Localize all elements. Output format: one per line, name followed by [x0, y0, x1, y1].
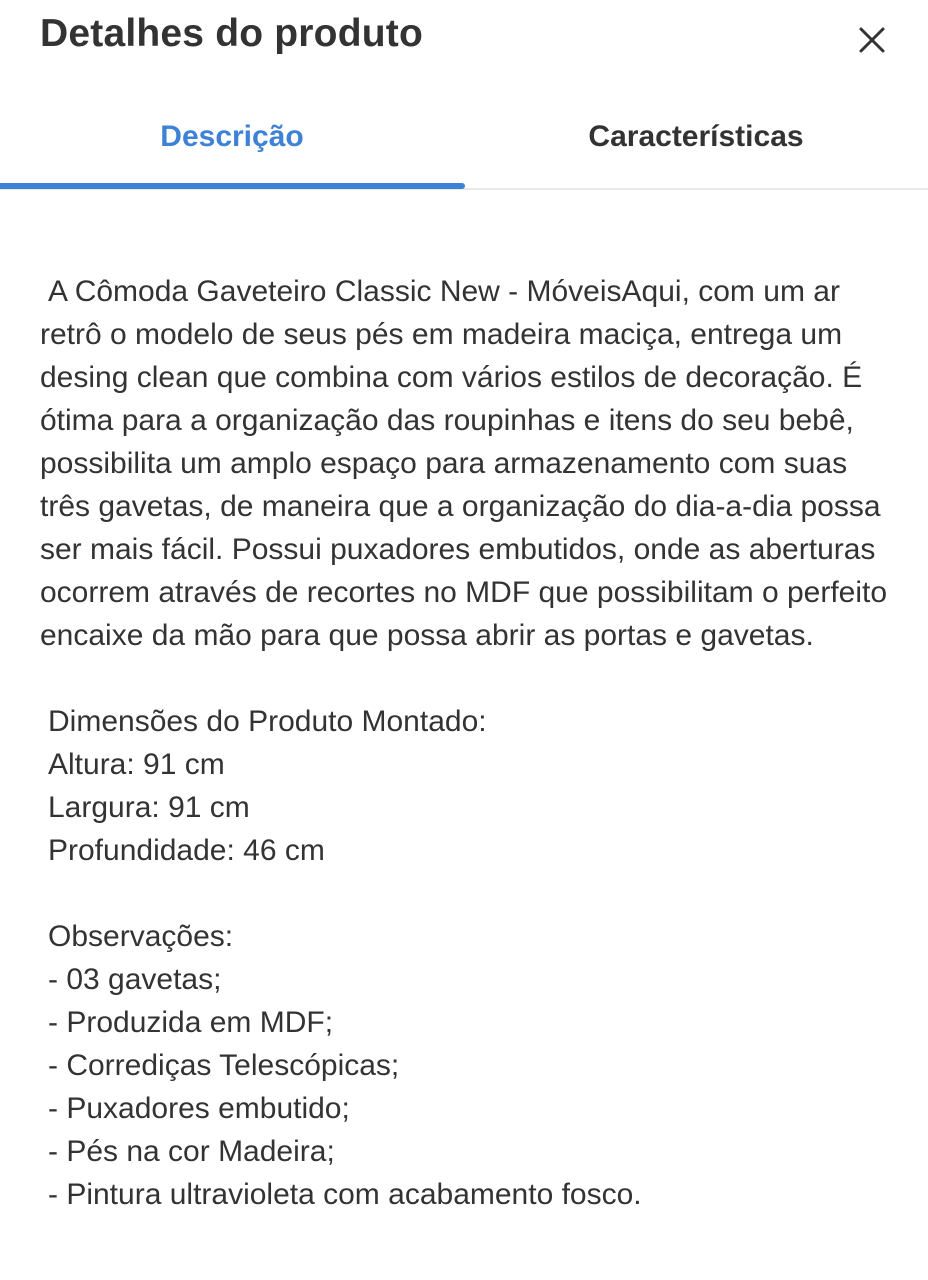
- description-paragraph: A Cômoda Gaveteiro Classic New - MóveisAqui, com um ar retrô o modelo de seus pés em madeira maciça, entrega um desing clean que combina com vários estilos de decoração. É ótima para a organização das roupinhas e itens do seu bebê, possibilita um amplo espaço para armazenamento com suas três gavetas, de maneira que a organização do dia-a-dia possa ser mais fácil. Possui puxadores embutidos, onde as aberturas ocorrem através de recortes no MDF que possibilitam o perfeito encaixe da mão para que possa abrir as portas e gavetas.: [40, 275, 888, 652]
- observations-heading: Observações:: [48, 920, 234, 953]
- dimension-item: Profundidade: 46 cm: [48, 834, 325, 867]
- dimension-item: Largura: 91 cm: [48, 791, 250, 824]
- dimensions-section: [40, 700, 900, 872]
- page-title: Detalhes do produto: [40, 12, 423, 55]
- tab-descricao[interactable]: Descrição: [160, 120, 304, 153]
- observation-item: - 03 gavetas;: [48, 963, 222, 996]
- close-button[interactable]: [852, 20, 892, 60]
- dimension-item: Altura: 91 cm: [48, 748, 225, 781]
- observation-item: - Produzida em MDF;: [48, 1006, 334, 1039]
- observation-item: - Corrediças Telescópicas;: [48, 1049, 400, 1082]
- observation-item: - Pés na cor Madeira;: [48, 1135, 335, 1168]
- tab-bar: [0, 96, 928, 190]
- close-icon: [852, 20, 892, 60]
- dimensions-heading: Dimensões do Produto Montado:: [48, 705, 487, 738]
- description-content: [40, 270, 900, 1216]
- observation-item: - Puxadores embutido;: [48, 1092, 350, 1125]
- active-tab-indicator: [0, 183, 465, 189]
- observation-item: - Pintura ultravioleta com acabamento fosco.: [48, 1178, 642, 1211]
- tab-caracteristicas[interactable]: Características: [588, 120, 804, 153]
- modal-header: [0, 0, 928, 80]
- observations-section: [40, 915, 900, 1216]
